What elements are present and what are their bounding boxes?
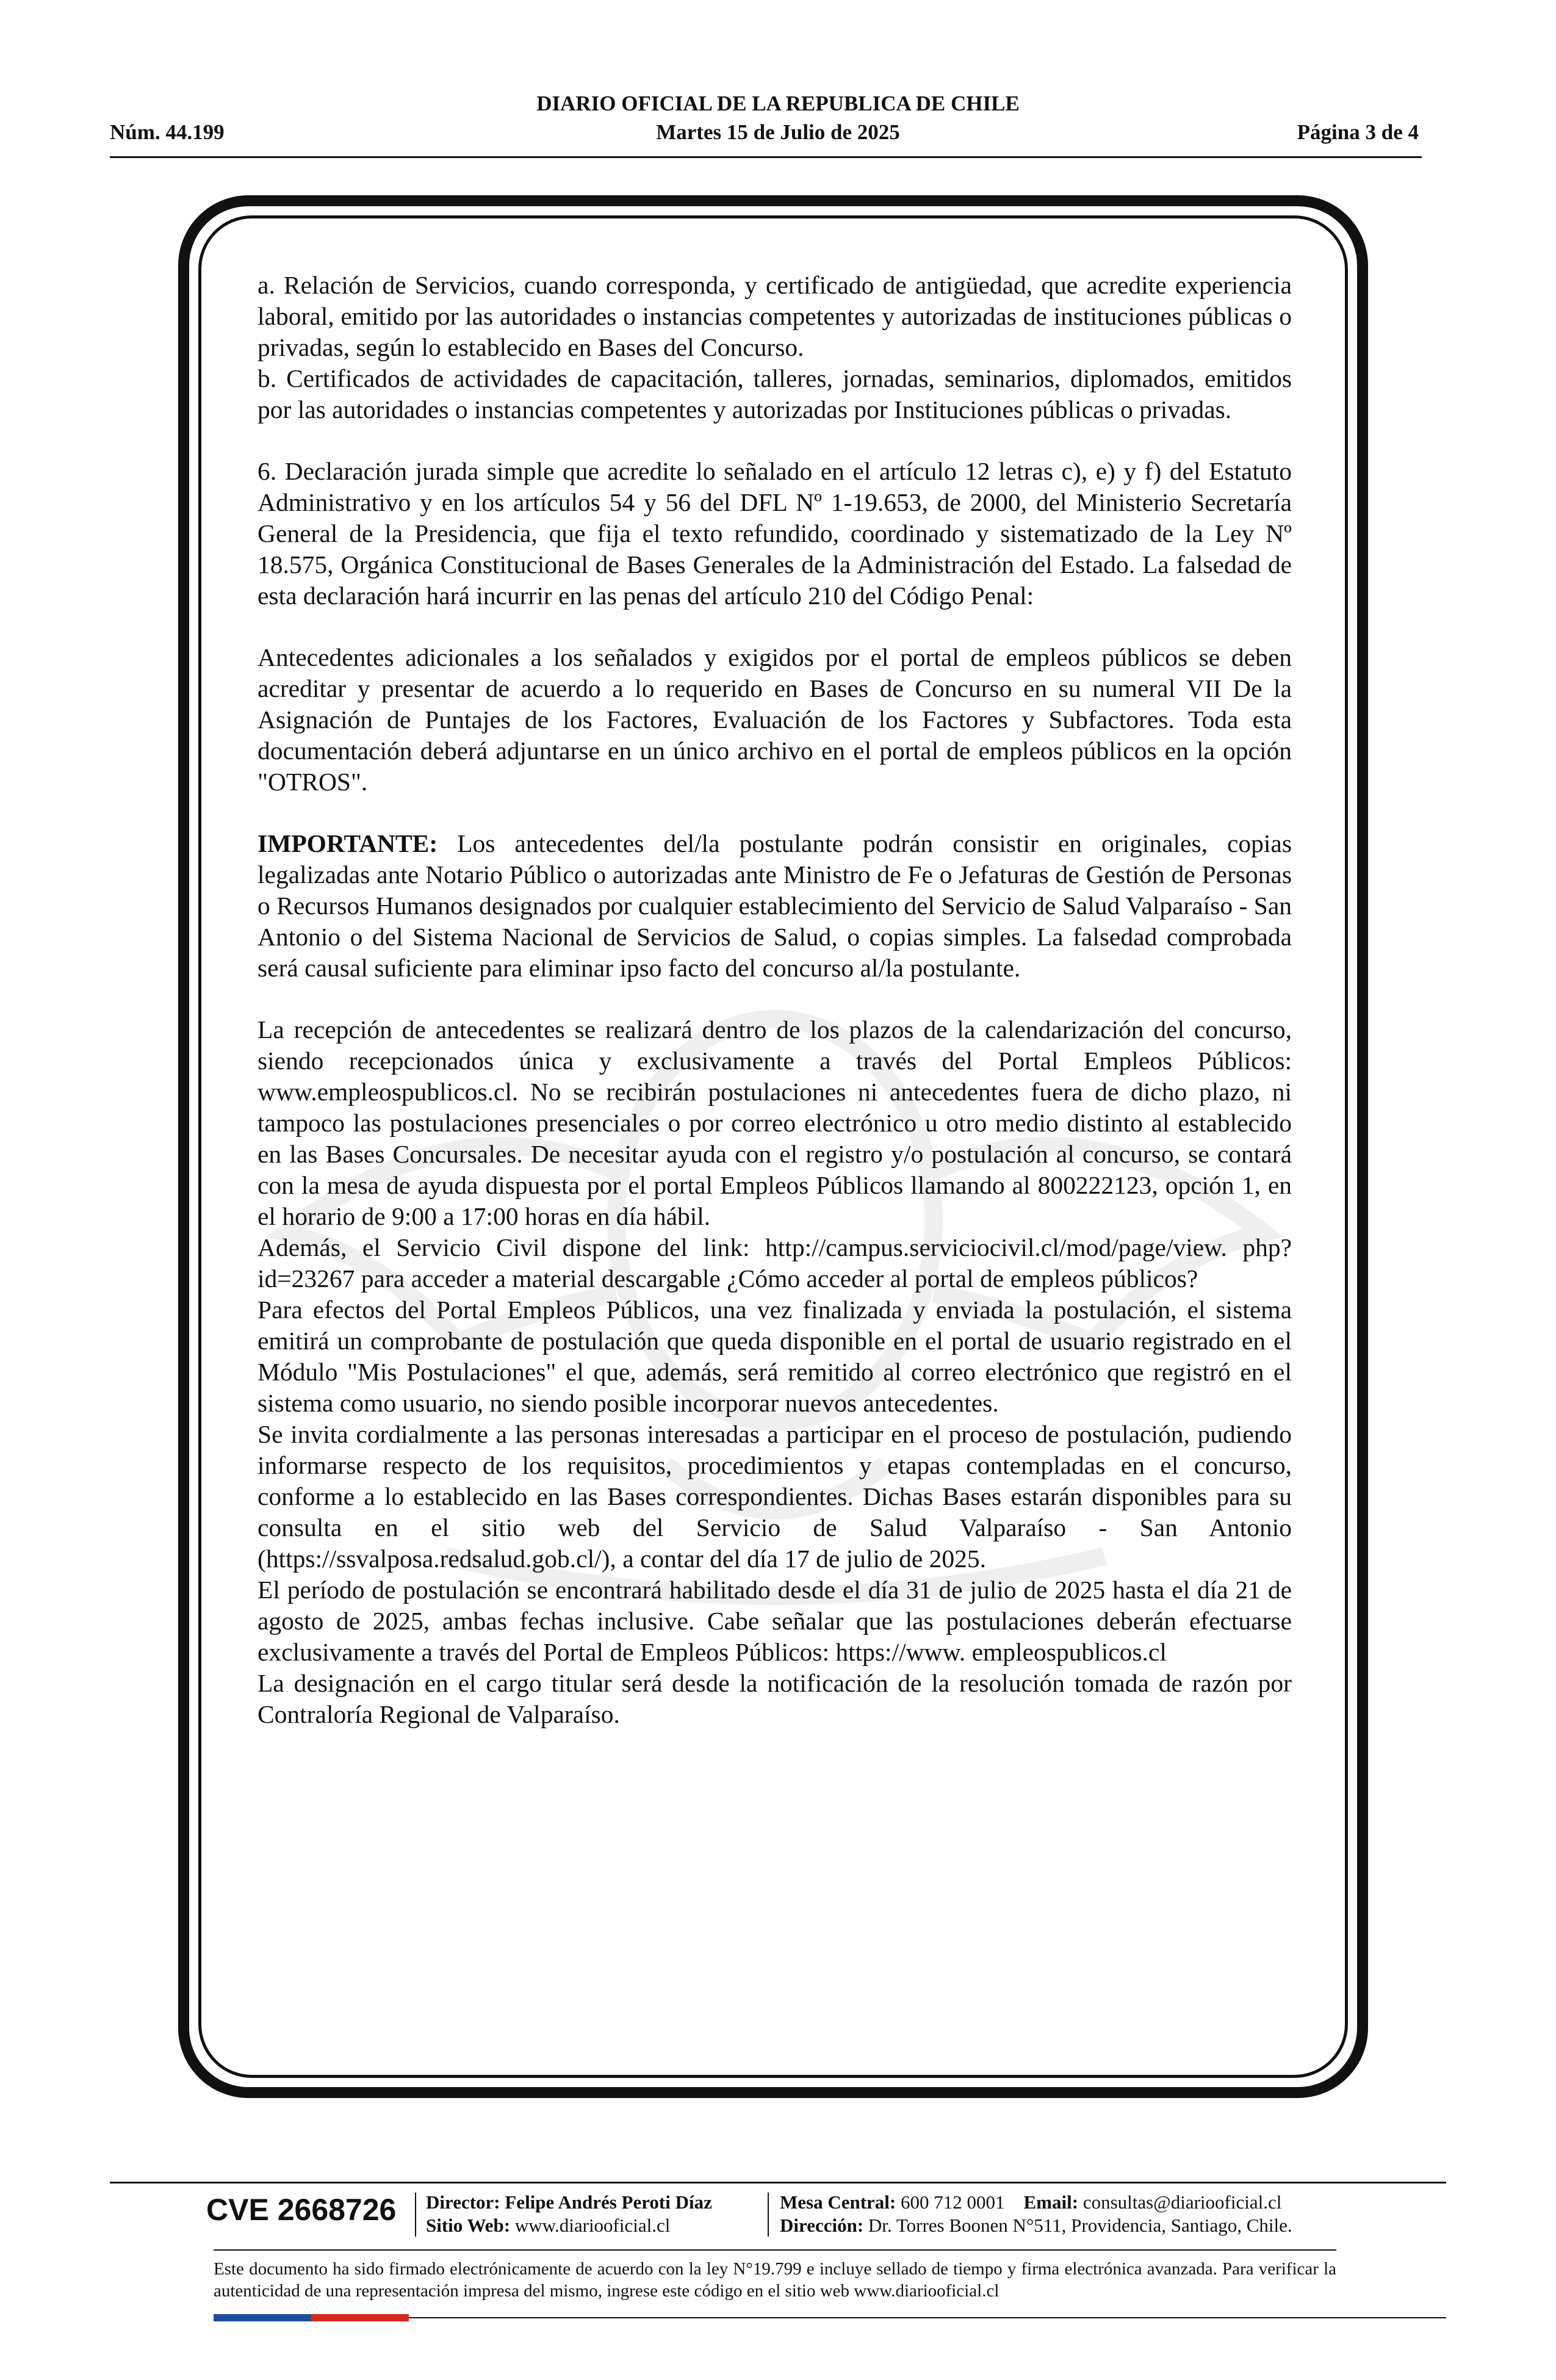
- importante-label: IMPORTANTE:: [258, 829, 438, 857]
- recepcion-paragraph: La recepción de antecedentes se realizará dentro de los plazos de la calendarización del concurso, siendo recepcionados única y exclusivamente a través del Portal Empleos Públicos: www.empleospublicos.cl. No se recibirán postulaciones ni antecedentes fuera de dicho plazo, ni tampoco las postulaciones presenciales o por correo electrónico u otro medio distinto al establecido en las Bases Concursales. De necesitar ayuda con el registro y/o postulación al concurso, se contará con la mesa de ayuda dispuesta por el portal Empleos Públicos llamando al 800222123, opción 1, en el horario de 9:00 a 17:00 horas en día hábil.: [258, 1015, 1292, 1230]
- issue-date: Martes 15 de Julio de 2025: [656, 120, 900, 144]
- designacion-paragraph: La designación en el cargo titular será desde la notificación de la resolución tomada de razón por Contraloría Regional de Valparaíso.: [258, 1669, 1292, 1728]
- flag-stripe-blue: [214, 2314, 311, 2321]
- mesa-value: 600 712 0001: [901, 2191, 1005, 2213]
- email-label: Email:: [1023, 2191, 1079, 2213]
- servicio-civil-paragraph: Además, el Servicio Civil dispone del link: http://campus.serviciocivil.cl/mod/page/view. php?id=23267 para acceder a material descargable ¿Cómo acceder al portal de empleos públicos?: [258, 1233, 1292, 1293]
- periodo-paragraph: El período de postulación se encontrará habilitado desde el día 31 de julio de 2025 hasta el día 21 de agosto de 2025, ambas fechas inclusive. Cabe señalar que las postulaciones deberán efectuarse exclusivamente a través del Portal de Empleos Públicos: https://www. empleospublicos.cl: [258, 1576, 1292, 1666]
- footer-divider-top: [110, 2182, 1446, 2183]
- director-label: Director:: [426, 2191, 500, 2213]
- issue-number: Núm. 44.199: [110, 120, 225, 144]
- importante-paragraph: [258, 828, 1292, 984]
- page-number: Página 3 de 4: [1297, 120, 1419, 144]
- electronic-signature-note: Este documento ha sido firmado electrónicamente de acuerdo con la ley N°19.799 e incluye sellado de tiempo y firma electrónica avanzada. Para verificar la autenticidad de una representación impresa del mismo, ingrese este código en el sitio web www.diariooficial.cl: [214, 2259, 1336, 2301]
- newspaper-title: DIARIO OFICIAL DE LA REPUBLICA DE CHILE: [536, 92, 1020, 115]
- importante-text: Los antecedentes del/la postulante podrán consistir en originales, copias legalizadas ante Notario Público o autorizadas ante Ministro de Fe o Jefaturas de Gestión de Personas o Recursos Humanos designados por cualquier establecimiento del Servicio de Salud Valparaíso - San Antonio o del Sistema Nacional de Servicios de Salud, o copias simples. La falsedad comprobada será causal suficiente para eliminar ipso facto del concurso al/la postulante.: [258, 829, 1292, 982]
- sitio-link[interactable]: www.diariooficial.cl: [514, 2215, 671, 2236]
- header-divider: [110, 156, 1422, 158]
- direccion-label: Dirección:: [780, 2215, 864, 2236]
- item-b-paragraph: b. Certificados de actividades de capacitación, talleres, jornadas, seminarios, diplomados, emitidos por las autoridades o instancias competentes y autorizadas por Instituciones públicas o privadas.: [258, 364, 1292, 424]
- footer-director-block: [426, 2191, 712, 2237]
- direccion-value: Dr. Torres Boonen N°511, Providencia, Santiago, Chile.: [868, 2215, 1292, 2236]
- footer-divider-middle: [214, 2249, 1336, 2251]
- cve-code: CVE 2668726: [206, 2193, 397, 2227]
- footer-contact-block: [780, 2191, 1292, 2237]
- director-name: Felipe Andrés Peroti Díaz: [505, 2191, 712, 2213]
- mesa-label: Mesa Central:: [780, 2191, 896, 2213]
- antecedentes-paragraph: Antecedentes adicionales a los señalados y exigidos por el portal de empleos públicos se deben acreditar y presentar de acuerdo a lo requerido en Bases de Concurso en su numeral VII De la Asignación de Puntajes de los Factores, Evaluación de los Factores y Subfactores. Toda esta documentación deberá adjuntarse en un único archivo en el portal de empleos públicos en la opción "OTROS".: [258, 643, 1292, 796]
- invita-paragraph: Se invita cordialmente a las personas interesadas a participar en el proceso de postulación, pudiendo informarse respecto de los requisitos, procedimientos y etapas contempladas en el concurso, conforme a lo establecido en las Bases correspondientes. Dichas Bases estarán disponibles para su consulta en el sitio web del Servicio de Salud Valparaíso - San Antonio (https://ssvalposa.redsalud.gob.cl/), a contar del día 17 de julio de 2025.: [258, 1420, 1292, 1573]
- footer-separator: [768, 2193, 769, 2237]
- item-6-paragraph: 6. Declaración jurada simple que acredite lo señalado en el artículo 12 letras c), e) y f) del Estatuto Administrativo y en los artículos 54 y 56 del DFL Nº 1-19.653, de 2000, del Ministerio Secretaría General de la Presidencia, que fija el texto refundido, coordinado y sistematizado de la Ley Nº 18.575, Orgánica Constitucional de Bases Generales de la Administración del Estado. La falsedad de esta declaración hará incurrir en las penas del artículo 210 del Código Penal:: [258, 457, 1292, 610]
- sitio-label: Sitio Web:: [426, 2215, 511, 2236]
- flag-stripe-red: [311, 2314, 409, 2321]
- footer-separator: [415, 2193, 416, 2237]
- footer-divider-bottom: [409, 2317, 1446, 2318]
- document-body: [258, 270, 1292, 1730]
- portal-paragraph: Para efectos del Portal Empleos Públicos, una vez finalizada y enviada la postulación, el sistema emitirá un comprobante de postulación que queda disponible en el portal de usuario registrado en el Módulo "Mis Postulaciones" el que, además, será remitido al correo electrónico que registró en el sistema como usuario, no siendo posible incorporar nuevos antecedentes.: [258, 1296, 1292, 1417]
- item-a-paragraph: a. Relación de Servicios, cuando corresponda, y certificado de antigüedad, que acredite experiencia laboral, emitido por las autoridades o instancias competentes y autorizadas de instituciones públicas o privadas, según lo establecido en Bases del Concurso.: [258, 271, 1292, 361]
- email-link[interactable]: consultas@diariooficial.cl: [1082, 2191, 1282, 2213]
